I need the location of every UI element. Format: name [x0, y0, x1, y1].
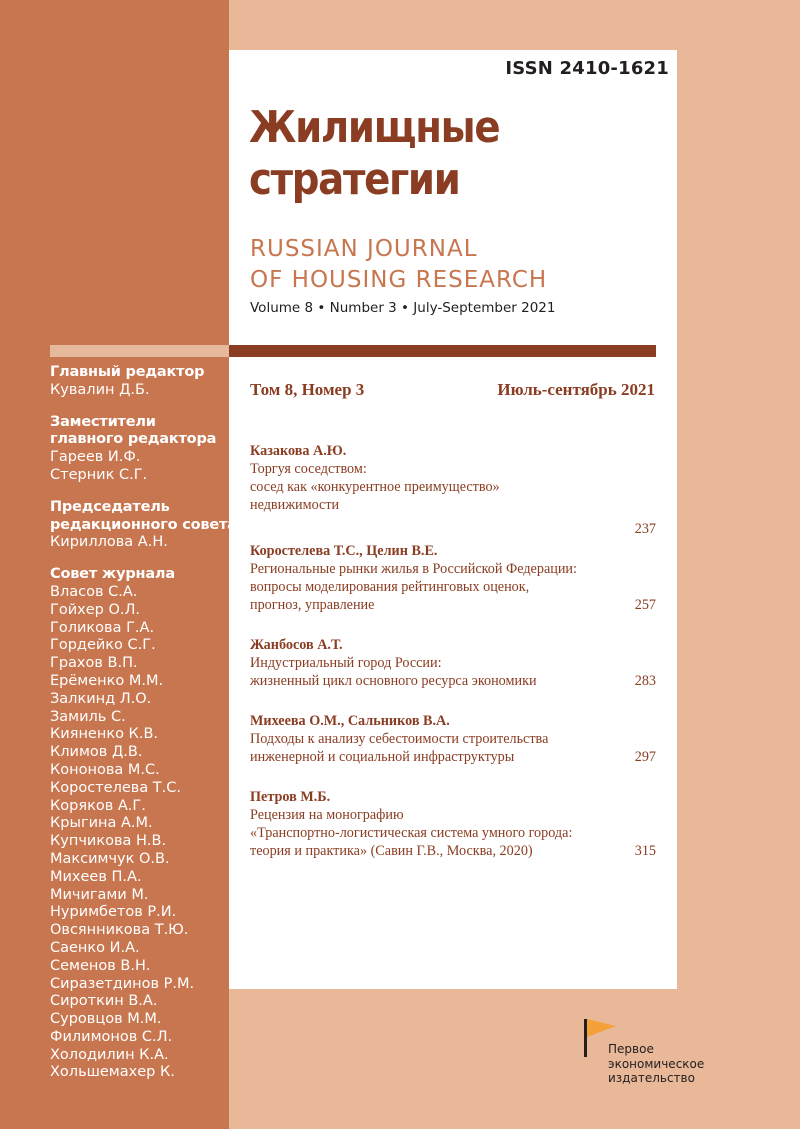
article-title-line: Торгуя соседством: — [250, 461, 367, 477]
article-author: Петров М.Б. — [250, 789, 331, 805]
article-title-line: недвижимости — [250, 497, 340, 513]
council-member: Хольшемахер К. — [50, 1064, 175, 1081]
publisher-line2: экономическое — [608, 1056, 705, 1071]
article-author: Жанбосов А.Т. — [250, 637, 343, 653]
article-page: 237 — [634, 521, 656, 537]
article-author: Казакова А.Ю. — [250, 443, 347, 459]
council-member: Власов С.А. — [50, 583, 138, 600]
article-title-line: Региональные рынки жилья в Российской Федерации: — [250, 561, 577, 577]
editorial-board — [50, 364, 237, 1082]
deputies-heading-2: главного редактора — [50, 431, 217, 448]
article-title-line: Подходы к анализу себестоимости строительства — [250, 731, 549, 747]
article-title-line: инженерной и социальной инфраструктуры — [250, 749, 515, 765]
chair-name: Кириллова А.Н. — [50, 534, 168, 551]
council-member: Саенко И.А. — [50, 939, 140, 956]
journal-subtitle — [250, 234, 547, 296]
article-author: Михеева О.М., Сальников В.А. — [250, 713, 450, 729]
chair-heading-1: Председатель — [50, 498, 170, 515]
council-member: Голикова Г.А. — [50, 619, 155, 636]
sidebar-rule — [50, 345, 229, 357]
issn: ISSN 2410-1621 — [505, 58, 669, 79]
council-member: Залкинд Л.О. — [50, 690, 152, 707]
publisher-logo — [584, 1017, 705, 1085]
publisher-name — [608, 1042, 704, 1086]
council-member: Климов Д.В. — [50, 744, 143, 761]
article-title-line: «Транспортно-логистическая система умного города: — [250, 825, 573, 841]
council-member: Замиль С. — [50, 708, 126, 725]
council-member: Гойхер О.Л. — [50, 601, 140, 618]
article-page: 315 — [634, 843, 656, 859]
council-member: Мичигами М. — [50, 886, 149, 903]
journal-title-line1: Жилищные — [249, 102, 500, 153]
council-member: Максимчук О.В. — [50, 850, 170, 867]
article-title-line: прогноз, управление — [250, 597, 375, 613]
toc-article — [250, 442, 656, 537]
council-member: Овсянникова Т.Ю. — [50, 922, 189, 939]
toc-article — [250, 712, 656, 766]
council-member: Коростелева Т.С. — [50, 779, 182, 796]
article-page: 297 — [634, 749, 656, 765]
title-rule — [229, 345, 656, 357]
toc-article — [250, 636, 656, 690]
council-member: Нуримбетов Р.И. — [50, 904, 177, 921]
issue-date: Июль-сентябрь 2021 — [497, 380, 655, 399]
issue-number: Том 8, Номер 3 — [250, 380, 365, 399]
chair-heading-2: редакционного совета — [50, 516, 237, 533]
council-member: Филимонов С.Л. — [50, 1028, 173, 1045]
council-member: Крыгина А.М. — [50, 815, 153, 832]
deputies-heading-1: Заместители — [50, 413, 156, 430]
council-member: Гордейко С.Г. — [50, 637, 156, 654]
council-member: Суровцов М.М. — [50, 1011, 162, 1028]
toc-article — [250, 542, 656, 614]
editor-name: Кувалин Д.Б. — [50, 381, 150, 398]
article-title-line: вопросы моделирования рейтинговых оценок, — [250, 579, 530, 595]
subtitle-line2: OF HOUSING RESEARCH — [250, 267, 548, 293]
publisher-line1: Первое — [608, 1042, 654, 1056]
cover-panel — [229, 50, 677, 989]
journal-title — [249, 102, 499, 206]
council-member: Коряков А.Г. — [50, 797, 146, 814]
toc-article — [250, 788, 656, 860]
council-member: Грахов В.П. — [50, 655, 138, 672]
council-member: Ерёменко М.М. — [50, 672, 164, 689]
article-title-line: Индустриальный город России: — [250, 655, 442, 671]
council-member: Кияненко К.В. — [50, 726, 159, 743]
council-member: Кононова М.С. — [50, 761, 160, 778]
article-title-line: Рецензия на монографию — [250, 807, 404, 823]
deputy-name: Гареев И.Ф. — [50, 449, 141, 466]
article-page: 257 — [634, 597, 656, 613]
volume-line: Volume 8 • Number 3 • July-September 2021 — [250, 300, 556, 316]
deputy-name: Стерник С.Г. — [50, 466, 148, 483]
council-member: Семенов В.Н. — [50, 957, 151, 974]
council-member: Сиразетдинов Р.М. — [50, 975, 195, 992]
council-list — [50, 584, 237, 1082]
article-title-line: сосед как «конкурентное преимущество» — [250, 479, 500, 495]
council-member: Сироткин В.А. — [50, 993, 158, 1010]
article-title-line: теория и практика» (Савин Г.В., Москва, 2020) — [250, 843, 533, 859]
article-title-line: жизненный цикл основного ресурса экономики — [250, 673, 537, 689]
council-member: Холодилин К.А. — [50, 1046, 169, 1063]
council-member: Михеев П.А. — [50, 868, 142, 885]
publisher-line3: издательство — [608, 1071, 695, 1085]
table-of-contents — [250, 442, 656, 860]
council-member: Купчикова Н.В. — [50, 833, 167, 850]
editor-heading: Главный редактор — [50, 364, 205, 380]
article-author: Коростелева Т.С., Целин В.Е. — [250, 543, 438, 559]
article-page: 283 — [634, 673, 656, 689]
subtitle-line1: RUSSIAN JOURNAL — [250, 236, 478, 262]
council-heading: Совет журнала — [50, 566, 175, 583]
journal-title-line2: стратегии — [249, 154, 460, 205]
